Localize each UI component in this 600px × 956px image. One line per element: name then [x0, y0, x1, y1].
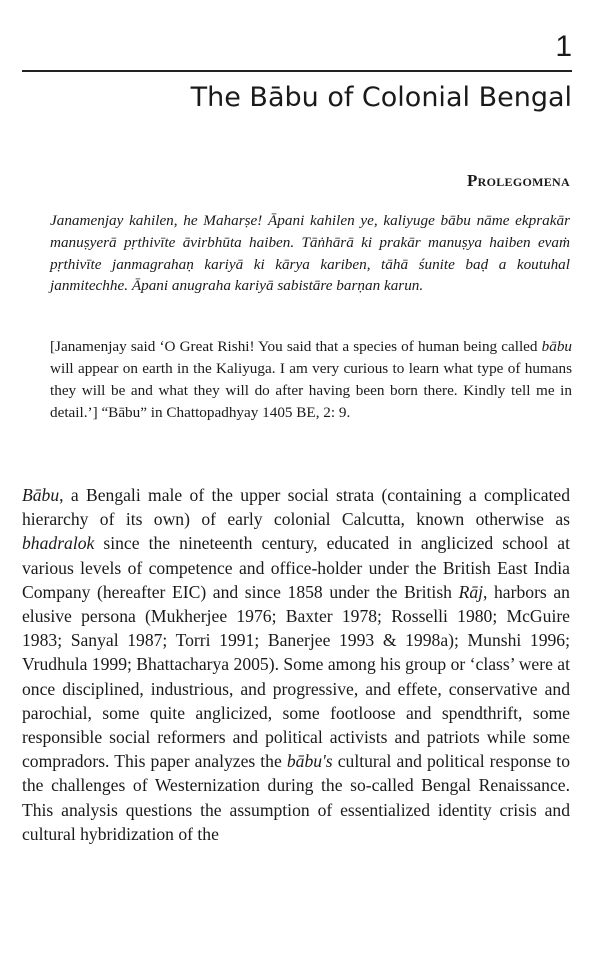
- epigraph: Janamenjay kahilen, he Maharṣe! Āpani kahilen ye, kaliyuge bābu nāme ekprakār manuṣyerā pṛthivīte āvirbhūta haiben. Tāṅhārā ki prakār manuṣya haiben evaṁ pṛthivīte janmagrahaṇ kariyā ki kārya kariben, tāhā śunite baḍ a koutuhal janmitechhe. Āpani anugraha kariyā sabistāre barṇan karun.: [50, 212, 570, 295]
- body-raj-term: Rāj: [458, 581, 484, 602]
- chapter-number: 1: [555, 30, 572, 63]
- body-text-1: , a Bengali male of the upper social strata (containing a complicated hierarchy of its own) of early colonial Calcutta, known otherwise as: [22, 485, 570, 530]
- translation-text-1: [Janamenjay said ‘O Great Rishi! You said that a species of human being called: [50, 338, 542, 355]
- section-heading: Prolegomena: [466, 171, 570, 190]
- body-paragraph: [22, 483, 570, 846]
- body-text-3: , harbors an elusive persona (Mukherjee 1976; Baxter 1978; Rosselli 1980; McGuire 1983; Sanyal 1987; Torri 1991; Banerjee 1993 & 1998a); Munshi 1996; Vrudhula 1999; Bhattacharya 2005). Some among his group or ‘class’ were at once disciplined, industrious, and progressive, and effete, conservative and parochial, some quite anglicized, some footloose and spendthrift, some responsible social reformers and political activists and patriots while some compradors. This paper analyzes the: [22, 581, 570, 772]
- translation-text-2: will appear on earth in the Kaliyuga. I am very curious to learn what type of humans they will be and what they will do after having been born there. Kindly tell me in detail.’] “Bābu” in Chattopadhyay 1405 BE, 2: 9.: [50, 360, 572, 421]
- body-bhadralok-term: bhadralok: [22, 533, 95, 554]
- body-text-4: cultural and political response to the challenges of Westernization during the so-called Bengal Renaissance. This analysis questions the assumption of essentialized identity crisis and cultural hybridization of the: [22, 751, 570, 844]
- body-lead-term: Bābu: [22, 485, 60, 505]
- header-rule: [22, 70, 572, 72]
- epigraph-translation: [50, 336, 572, 424]
- translation-babu-term: bābu: [541, 338, 572, 355]
- body-text-2: since the nineteenth century, educated in anglicized school at various levels of competence and office-holder under the British East India Company (hereafter EIC) and since 1858 under the British: [22, 533, 570, 602]
- chapter-title: The Bābu of Colonial Bengal: [190, 82, 572, 113]
- body-babus-term: bābu's: [286, 751, 333, 772]
